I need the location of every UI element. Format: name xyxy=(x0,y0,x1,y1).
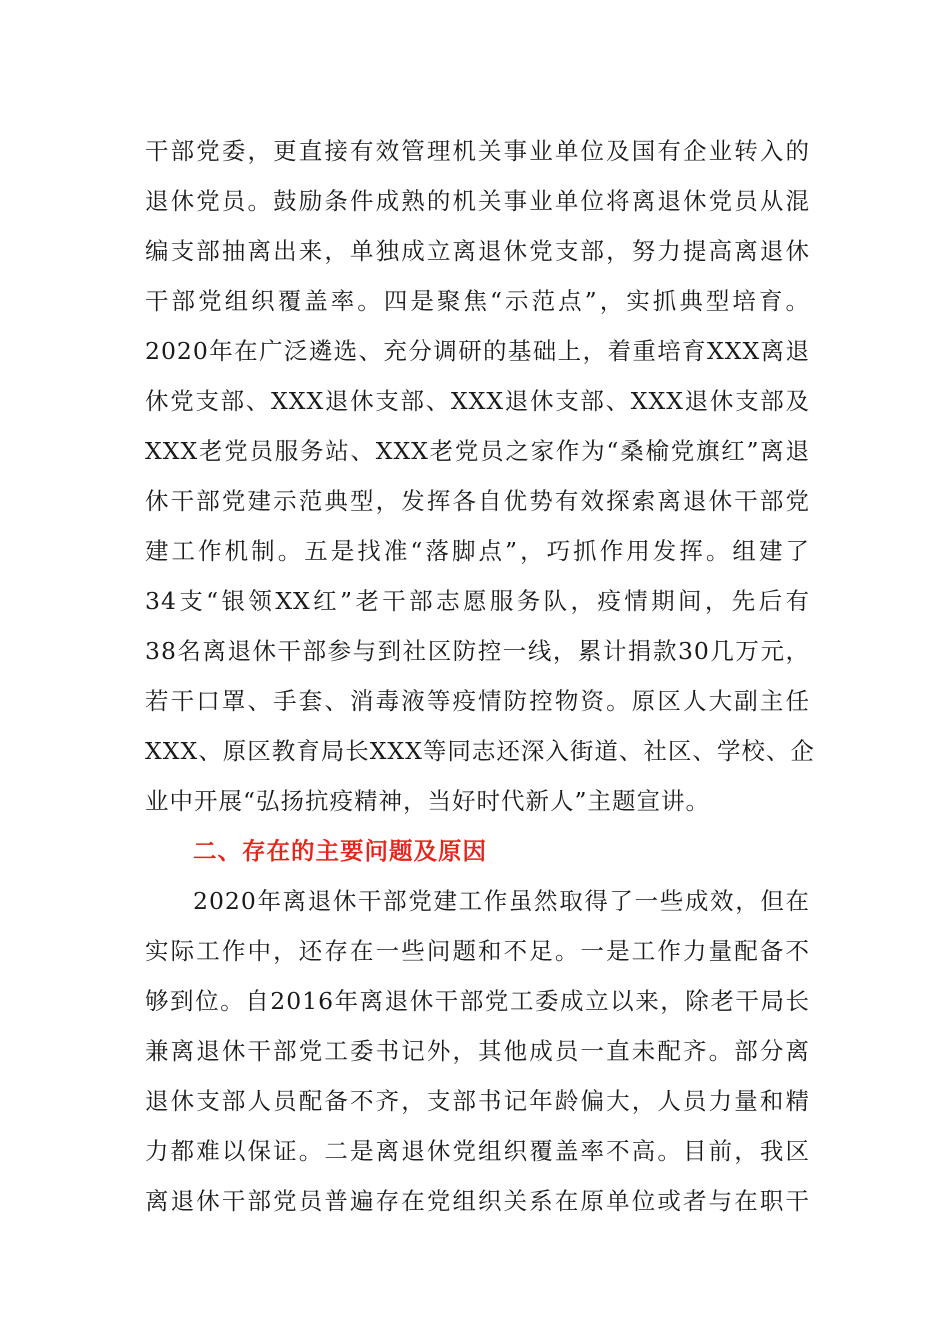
paragraph-2-line: 实际工作中，还存在一些问题和不足。一是工作力量配备不 xyxy=(145,937,810,965)
paragraph-2-line: 离退休干部党员普遍存在党组织关系在原单位或者与在职干 xyxy=(145,1187,810,1215)
paragraph-1-line: XXX、原区教育局长XXX等同志还深入街道、社区、学校、企 xyxy=(145,737,815,765)
paragraph-1-line: 若干口罩、手套、消毒液等疫情防控物资。原区人大副主任 xyxy=(145,687,810,715)
paragraph-1-line: 干部党委，更直接有效管理机关事业单位及国有企业转入的 xyxy=(145,137,810,165)
paragraph-1-line: 休党支部、XXX退休支部、XXX退休支部、XXX退休支部及 xyxy=(145,387,810,415)
paragraph-2-line: 力都难以保证。二是离退休党组织覆盖率不高。目前，我区 xyxy=(145,1137,810,1165)
paragraph-1-line: 38名离退休干部参与到社区防控一线，累计捐款30几万元， xyxy=(145,637,810,665)
paragraph-1-line: 编支部抽离出来，单独成立离退休党支部，努力提高离退休 xyxy=(145,237,810,265)
paragraph-1-line: 建工作机制。五是找准“落脚点”，巧抓作用发挥。组建了 xyxy=(145,537,810,565)
section-heading: 二、存在的主要问题及原因 xyxy=(193,837,487,865)
paragraph-1-line: 休干部党建示范典型，发挥各自优势有效探索离退休干部党 xyxy=(145,487,810,515)
paragraph-2-line: 退休支部人员配备不齐，支部书记年龄偏大，人员力量和精 xyxy=(145,1087,810,1115)
paragraph-1-line: 业中开展“弘扬抗疫精神，当好时代新人”主题宣讲。 xyxy=(145,787,711,815)
paragraph-1-line: XXX老党员服务站、XXX老党员之家作为“桑榆党旗红”离退 xyxy=(145,437,810,465)
paragraph-1-line: 2020年在广泛遴选、充分调研的基础上，着重培育XXX离退 xyxy=(145,337,810,365)
paragraph-1-line: 退休党员。鼓励条件成熟的机关事业单位将离退休党员从混 xyxy=(145,187,810,215)
paragraph-2-line: 够到位。自2016年离退休干部党工委成立以来，除老干局长 xyxy=(145,987,810,1015)
paragraph-2-line: 兼离退休干部党工委书记外，其他成员一直未配齐。部分离 xyxy=(145,1037,810,1065)
paragraph-2-line: 2020年离退休干部党建工作虽然取得了一些成效，但在 xyxy=(193,887,810,915)
paragraph-1-line: 干部党组织覆盖率。四是聚焦“示范点”，实抓典型培育。 xyxy=(145,287,810,315)
paragraph-1-line: 34支“银领XX红”老干部志愿服务队，疫情期间，先后有 xyxy=(145,587,810,615)
